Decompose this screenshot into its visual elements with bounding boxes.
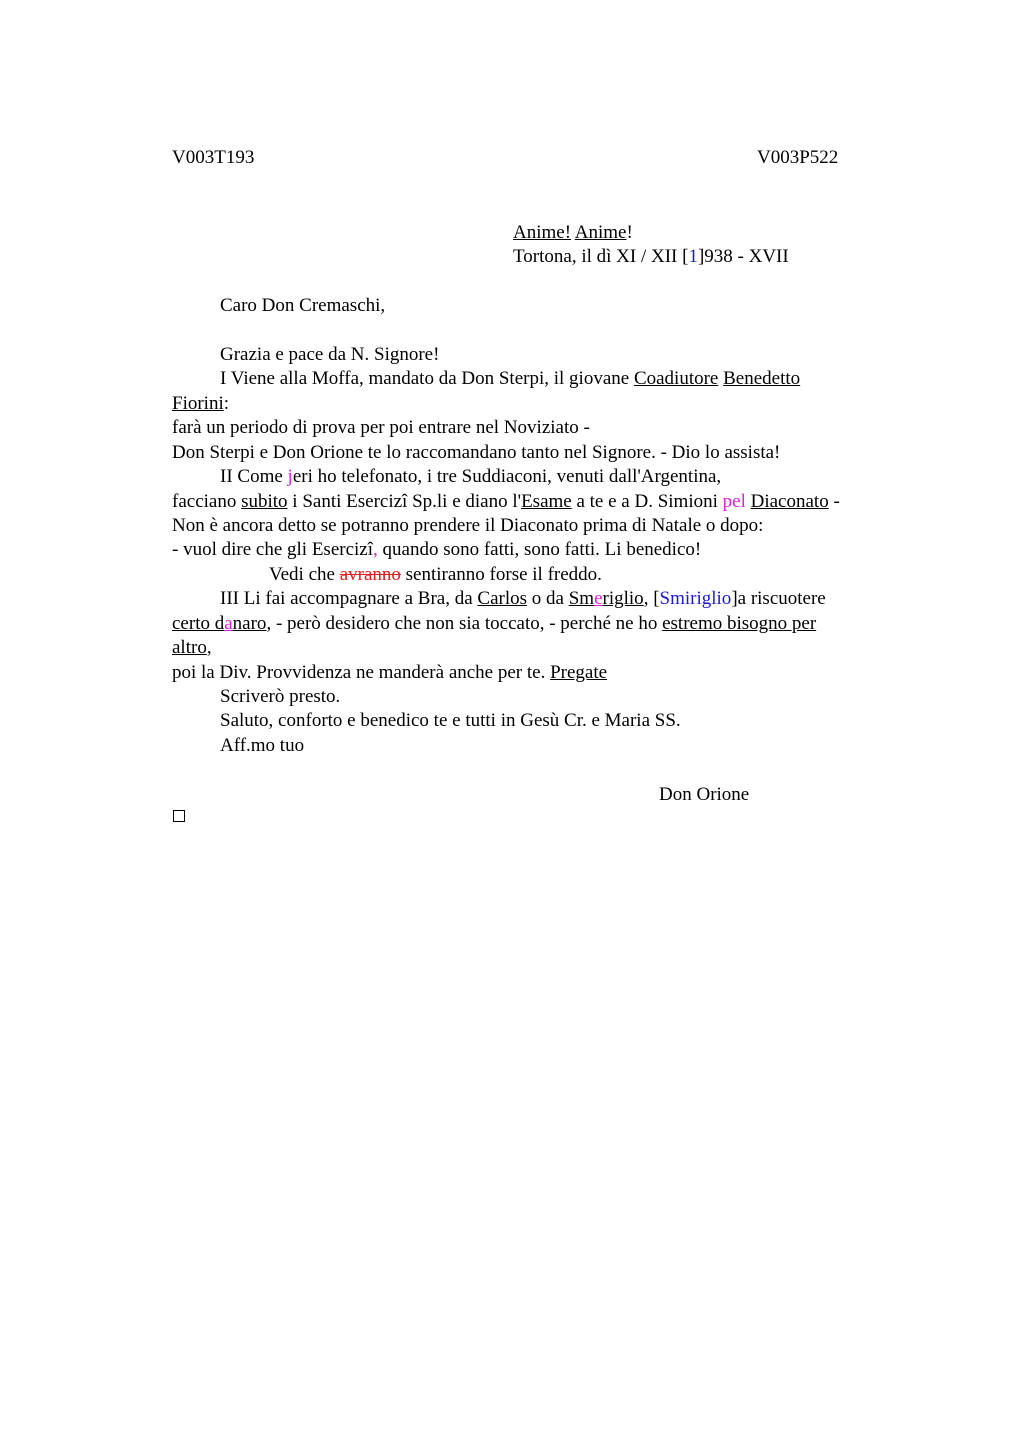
p3-pregate: Pregate [550,662,608,683]
p2-text: sentiranno forse il freddo. [400,564,602,585]
p2-subito: subito [241,491,288,512]
p3-comma: , [206,637,212,658]
p3-text: ]a riscuotere [731,588,826,609]
p2-text: - vuol dire che gli Esercizî [172,539,374,560]
p2-text: eri ho telefonato, i tre Suddiaconi, venuti dall'Argentina, [292,466,722,487]
date-suffix: ]938 - XVII [697,246,789,267]
motto-word-1: Anime! [513,222,572,243]
salutation: Caro Don Cremaschi, [220,295,386,316]
p1-benedetto: Benedetto [723,368,801,389]
p2-correction-j: j [287,466,293,487]
p1-fiorini: Fiorini [172,393,224,414]
p3-naro: naro [232,613,267,634]
p3-line-5: Scriverò presto. [220,686,341,707]
p2-line-5 [269,563,602,587]
p3-correction-a: a [224,613,233,634]
p3-smeriglio-a: Sm [568,588,595,609]
date-line [513,245,789,269]
p1-line-4: Don Sterpi e Don Orione te lo raccomandano tanto nel Signore. - Dio lo assista! [172,442,781,463]
p3-line-6: Saluto, conforto e benedico te e tutti in Gesù Cr. e Maria SS. [220,710,681,731]
motto-exclamation: ! [626,222,633,243]
p3-line-2 [172,612,816,636]
p1-text: I Viene alla Moffa, mandato da Don Sterpi, il giovane [220,368,634,389]
p2-correction-pel: pel [722,491,746,512]
greeting: Grazia e pace da N. Signore! [220,344,440,365]
p2-esame: Esame [521,491,572,512]
p2-line-4 [172,538,701,562]
p3-carlos: Carlos [477,588,528,609]
p3-certo-d: certo d [172,613,225,634]
p1-line-1 [220,367,800,391]
motto [513,221,633,245]
document-code-left: V003T193 [172,147,255,168]
p3-altro: altro [172,637,207,658]
date-editorial-digit: 1 [688,246,698,267]
p2-text: - [828,491,840,512]
p2-line-1 [220,465,721,489]
p2-line-3: Non è ancora detto se potranno prendere il Diaconato prima di Natale o dopo: [172,515,764,536]
p2-correction-comma: , [373,539,378,560]
p3-line-7: Aff.mo tuo [220,735,305,756]
p3-text: poi la Div. Provvidenza ne manderà anche per te. [172,662,551,683]
p2-text: facciano [172,491,242,512]
p3-text: o da [527,588,569,609]
p3-line-3 [172,636,212,660]
p2-text: quando sono fatti, sono fatti. Li benedico! [377,539,702,560]
p2-text: i Santi Esercizî [287,491,408,512]
p1-line-2 [172,392,229,416]
p2-diaconato: Diaconato [750,491,829,512]
p3-smeriglio-b: riglio [602,588,644,609]
p3-text: , [ [643,588,660,609]
p3-line-1 [220,587,826,611]
p1-coadiutore: Coadiutore [633,368,719,389]
p3-estremo-bisogno: estremo bisogno per [662,613,817,634]
end-marker-box [173,810,185,822]
p1-line-3: farà un periodo di prova per poi entrare nel Noviziato - [172,417,590,438]
signature: Don Orione [659,784,750,805]
p3-text: III Li fai accompagnare a Bra, da [220,588,478,609]
p2-text: Sp.li e diano l' [407,491,522,512]
p2-text: II Come [220,466,288,487]
p2-text: a te e a D. Simioni [571,491,723,512]
document-code-right: V003P522 [757,147,839,168]
p3-editorial-smiriglio: Smiriglio [659,588,732,609]
p3-correction-e: e [594,588,603,609]
p1-colon: : [223,393,230,414]
p2-deleted-avranno: avranno [339,564,401,585]
date-prefix: Tortona, il dì XI / XII [ [513,246,689,267]
p3-text: , - però desidero che non sia toccato, - perché ne ho [266,613,663,634]
p3-line-4 [172,661,607,685]
p2-text: Vedi che [269,564,340,585]
p2-line-2 [172,490,840,514]
motto-word-2: Anime [574,222,627,243]
